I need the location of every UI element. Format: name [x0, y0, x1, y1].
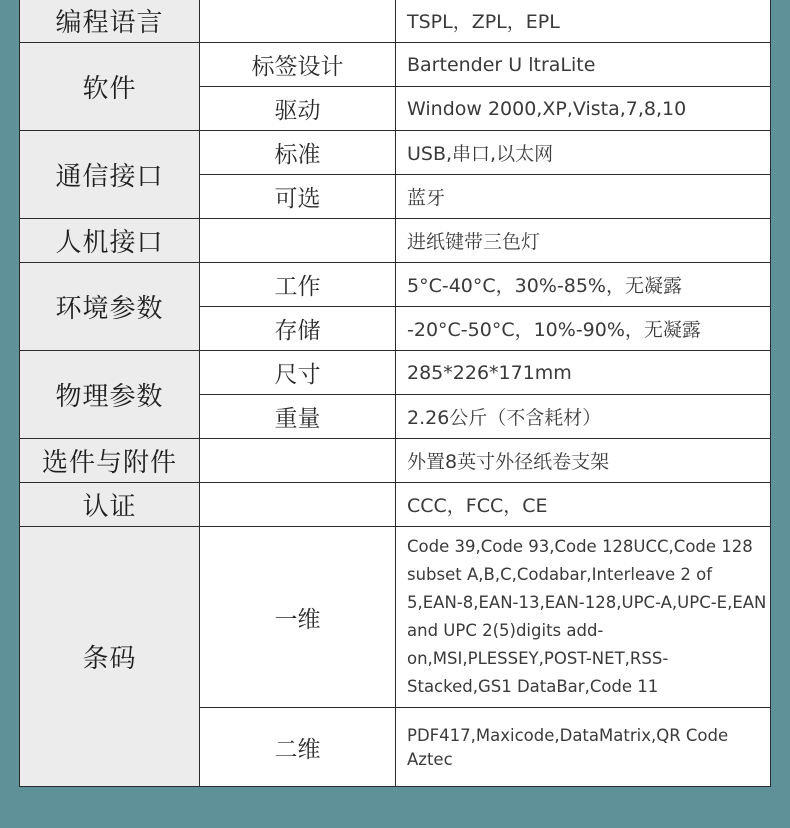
category-certification: 认证 — [20, 483, 200, 527]
sub-options — [200, 439, 396, 483]
table-row — [20, 131, 771, 175]
category-barcode: 条码 — [20, 527, 200, 787]
value-hmi: 进纸键带三色灯 — [396, 219, 771, 263]
value-barcode-1d: Code 39,Code 93,Code 128UCC,Code 128 subset A,B,C,Codabar,Interleave 2 of 5,EAN-8,EAN-13,EAN-128,UPC-A,UPC-E,EAN and UPC 2(5)digits add-on,MSI,PLESSEY,POST-NET,RSS-Stacked,GS1 DataBar,Code 11 — [396, 527, 771, 708]
sub-barcode-1d: 一维 — [200, 527, 396, 708]
sub-driver: 驱动 — [200, 87, 396, 131]
value-env-storage: -20°C-50°C，10%-90%，无凝露 — [396, 307, 771, 351]
value-programming-language: TSPL，ZPL，EPL — [396, 0, 771, 43]
category-options: 选件与附件 — [20, 439, 200, 483]
category-software: 软件 — [20, 43, 200, 131]
category-interface: 通信接口 — [20, 131, 200, 219]
sub-barcode-2d: 二维 — [200, 708, 396, 787]
spec-table — [19, 0, 771, 787]
sub-phys-weight: 重量 — [200, 395, 396, 439]
table-row — [20, 483, 771, 527]
table-row — [20, 43, 771, 87]
category-programming-language: 编程语言 — [20, 0, 200, 43]
value-phys-weight: 2.26公斤（不含耗材） — [396, 395, 771, 439]
value-interface-standard: USB,串口,以太网 — [396, 131, 771, 175]
value-phys-size: 285*226*171mm — [396, 351, 771, 395]
sub-phys-size: 尺寸 — [200, 351, 396, 395]
table-row — [20, 263, 771, 307]
sub-hmi — [200, 219, 396, 263]
value-barcode-2d: PDF417,Maxicode,DataMatrix,QR Code Aztec — [396, 708, 771, 787]
table-row — [20, 219, 771, 263]
table-row — [20, 439, 771, 483]
category-hmi: 人机接口 — [20, 219, 200, 263]
value-env-operating: 5°C-40°C，30%-85%，无凝露 — [396, 263, 771, 307]
sub-interface-standard: 标准 — [200, 131, 396, 175]
sub-label-design: 标签设计 — [200, 43, 396, 87]
value-label-design: Bartender U ltraLite — [396, 43, 771, 87]
value-interface-optional: 蓝牙 — [396, 175, 771, 219]
value-options: 外置8英寸外径纸卷支架 — [396, 439, 771, 483]
value-certification: CCC，FCC，CE — [396, 483, 771, 527]
sub-env-storage: 存储 — [200, 307, 396, 351]
sub-programming-language — [200, 0, 396, 43]
table-row — [20, 351, 771, 395]
table-row — [20, 0, 771, 43]
table-row — [20, 527, 771, 708]
sub-env-operating: 工作 — [200, 263, 396, 307]
sub-interface-optional: 可选 — [200, 175, 396, 219]
sub-certification — [200, 483, 396, 527]
value-driver: Window 2000,XP,Vista,7,8,10 — [396, 87, 771, 131]
category-environment: 环境参数 — [20, 263, 200, 351]
category-physical: 物理参数 — [20, 351, 200, 439]
